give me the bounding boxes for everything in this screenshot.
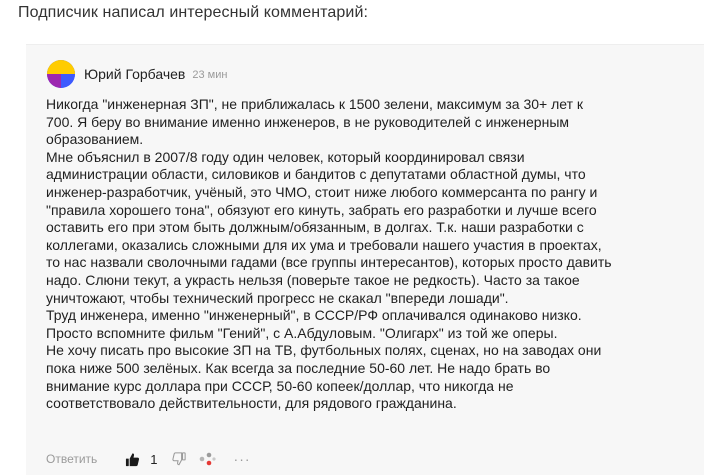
- comment-body: [46, 96, 686, 413]
- comment-line: Просто вспомните фильм "Гений", с А.Абдуловым. "Олигарх" из той же оперы.: [46, 324, 558, 341]
- comment-line: "правила хорошего тона", обязуют его кинуть, забрать его разработки и лучше всего: [46, 201, 597, 218]
- reply-button[interactable]: Ответить: [46, 452, 98, 466]
- intro-text: Подписчик написал интересный комментарий:: [18, 4, 369, 21]
- comment-actions: [46, 448, 251, 470]
- comment-line: то нас назвали сволочными гадами (все группы интересантов), которых просто давить: [46, 254, 612, 271]
- comment-line: пока ниже 500 зелёных. Как всегда за последние 50-60 лет. Не надо брать во: [46, 359, 551, 376]
- comment-line: инженер-разработчик, учёный, это ЧМО, стоит ниже любого коммерсанта по рангу и: [46, 183, 598, 200]
- comment-line: надо. Слюни текут, а украсть нельзя (поверьте такое не редкость). Часто за такое: [46, 271, 580, 288]
- more-dots-icon[interactable]: ···: [233, 451, 251, 467]
- comment-card: [26, 44, 704, 475]
- comment-line: Мне объяснил в 2007/8 году один человек, который координировал связи: [46, 148, 525, 165]
- comment-line: оставить его при этом быть должным/обязанным, в долгах. Т.к. наши разработки с: [46, 219, 584, 236]
- thumbs-down-icon[interactable]: [172, 452, 186, 466]
- comment-header: [46, 58, 227, 90]
- comment-line: коллегами, оказались сложными для их ума и требовали нашего участия в проектах,: [46, 236, 602, 253]
- avatar[interactable]: [46, 59, 76, 89]
- comment-line: Труд инженера, именно "инженерный", в СССР/РФ оплачивался одинаково низко.: [46, 307, 582, 324]
- like-count: 1: [150, 451, 158, 467]
- comment-line: администрации области, силовиков и бандитов с депутатами областной думы, что: [46, 166, 586, 183]
- comment-line: Не хочу писать про высокие ЗП на ТВ, футбольных полях, сценах, но на заводах они: [46, 342, 602, 359]
- author-name[interactable]: Юрий Горбачев: [84, 66, 186, 82]
- comment-line: Никогда "инженерная ЗП", не приближалась к 1500 зелени, максимум за 30+ лет к: [46, 96, 584, 112]
- comment-line: уничтожают, чтобы технический прогресс не скакал "впереди лошади".: [46, 289, 509, 306]
- comment-line: 700. Я беру во внимание именно инженеров, в не руководителей с инженерным: [46, 113, 570, 130]
- comment-line: соответствовало действительности, для рядового гражданина.: [46, 395, 457, 412]
- comment-line: образованием.: [46, 131, 144, 148]
- thumbs-up-icon[interactable]: [125, 452, 140, 467]
- share-icon[interactable]: [198, 452, 216, 466]
- comment-time: 23 мин: [192, 68, 228, 81]
- comment-line: внимание курс доллара при СССР, 50-60 копеек/доллар, что никогда не: [46, 377, 514, 394]
